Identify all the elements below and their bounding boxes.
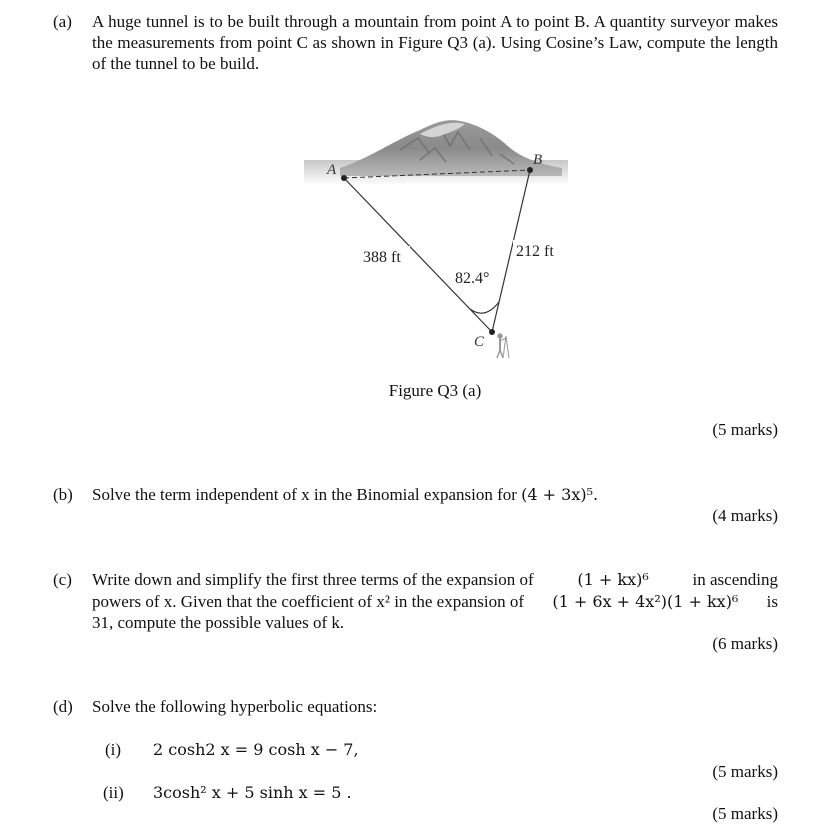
side-bc-length: 212 ft [516,243,554,260]
part-c-line1-expr: (1 + kx)⁶ [577,570,649,589]
point-c-label: C [474,334,485,350]
part-d-ii-equation: 3cosh² x + 5 sinh x = 5 . [153,783,352,802]
side-ac-length: 388 ft [363,249,401,266]
part-c-line1-post: in ascending [692,570,778,589]
part-b-text: Solve the term independent of x in the Binomial expansion for [92,485,517,504]
part-c-line2 [92,591,778,612]
part-a-question: A huge tunnel is to be built through a mountain from point A to point B. A quantity surveyor makes the measurements from point C as shown in Figure Q3 (a). Using Cosine’s Law, compute the length of the tunnel to be build. [92,12,778,73]
angle-c-value: 82.4° [455,270,490,287]
part-d-ii-label: (ii) [103,783,124,802]
part-b-marks: (4 marks) [712,506,778,525]
part-a-label: (a) [53,12,72,31]
point-a-label: A [327,162,337,178]
point-c-dot [489,329,495,335]
part-c-label: (c) [53,570,72,589]
part-b-question [92,484,598,505]
part-b-label: (b) [53,485,73,504]
part-b-expression: (4 + 3x)⁵. [521,485,599,504]
point-b-label: B [533,152,543,168]
part-d-label: (d) [53,697,73,716]
part-c-line2-expr: (1 + 6x + 4x²)(1 + kx)⁶ [552,592,739,611]
part-a-marks: (5 marks) [712,420,778,439]
part-d-question: Solve the following hyperbolic equations: [92,697,378,716]
point-a-dot [341,175,347,181]
part-c-marks: (6 marks) [712,634,778,653]
figure-caption: Figure Q3 (a) [388,381,482,400]
part-d-ii-marks: (5 marks) [712,804,778,823]
part-d-i-label: (i) [105,740,122,759]
part-c-line1 [92,569,778,590]
part-c-line2-post: is [766,592,778,611]
surveyor-figure [497,334,509,358]
tunnel-figure [300,110,575,370]
part-c-line3: 31, compute the possible values of k. [92,613,345,632]
angle-arc [470,302,499,313]
part-c-line1-pre: Write down and simplify the first three terms of the expansion of [92,570,534,589]
part-d-i-marks: (5 marks) [712,762,778,781]
part-d-i-equation: 2 cosh2 x = 9 cosh x − 7, [153,740,359,759]
part-c-line2-pre: powers of x. Given that the coefficient of x² in the expansion of [92,592,525,611]
